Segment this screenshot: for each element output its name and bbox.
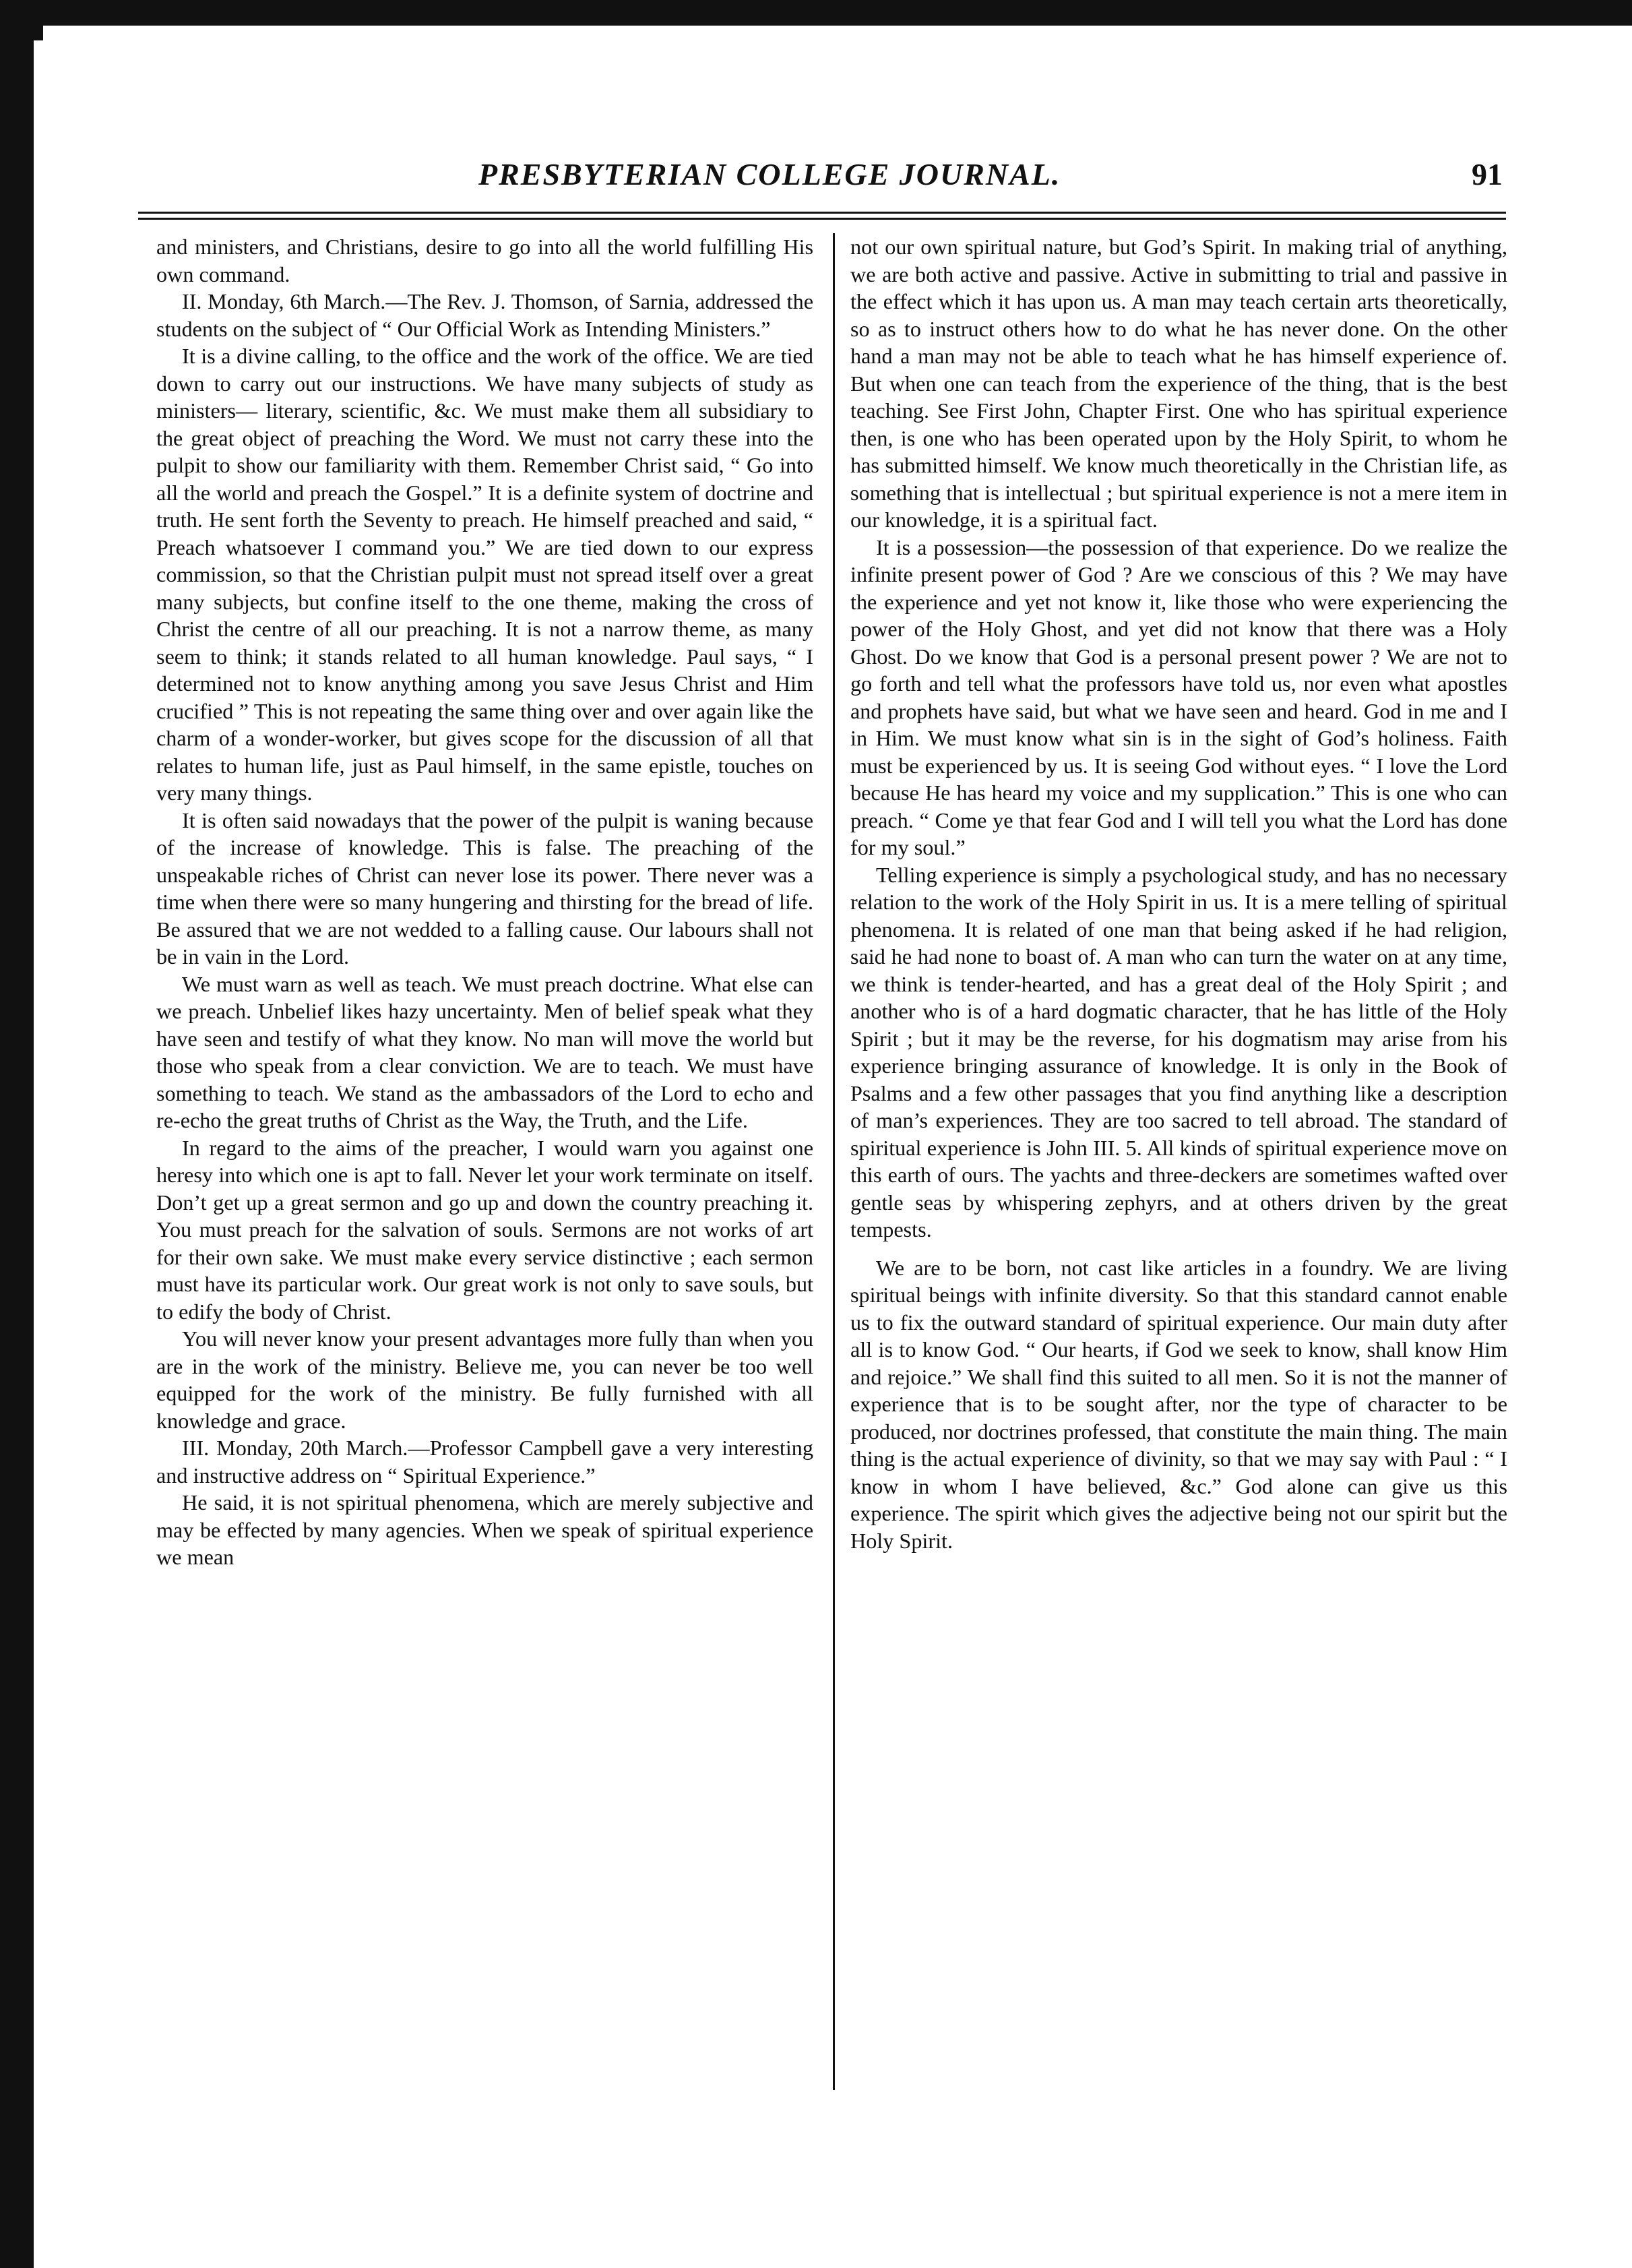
right-column xyxy=(850,233,1507,1554)
paragraph: It is a possession—the possession of that experience. Do we realize the infinite present power of God ? Are we conscious of this ? We may have the experience and yet not know it, like those who were experiencing the power of the Holy Ghost, and yet did not know that there was a Holy Ghost. Do we know that God is a personal present power ? We are not to go forth and tell what the professors have told us, nor even what apostles and prophets have said, but what we have seen and heard. God in me and I in Him. We must know what sin is in the sight of God’s holiness. Faith must be experienced by us. It is seeing God without eyes. “ I love the Lord because He has heard my voice and my supplication.” This is one who can preach. “ Come ye that fear God and I will tell you what the Lord has done for my soul.” xyxy=(850,534,1507,859)
paragraph: It is often said nowadays that the power of the pulpit is waning because of the increase of knowledge. This is false. The preaching of the unspeakable riches of Christ can never lose its power. There never was a time when there were so many hungering and thirsting for the bread of life. Be assured that we are not wedded to a falling cause. Our labours shall not be in vain in the Lord. xyxy=(156,807,813,969)
column-divider xyxy=(833,233,835,2090)
running-head xyxy=(128,156,1503,204)
paragraph: It is a divine calling, to the office and the work of the office. We are tied down to carry out our instructions. We have many subjects of study as ministers— literary, scientific, &c. We must make them all subsidiary to the great object of preaching the Word. We must not carry these into the pulpit to show our familiarity with them. Remember Christ said, “ Go into all the world and preach the Gospel.” It is a definite system of doctrine and truth. He sent forth the Seventy to preach. He himself preached and said, “ Preach whatsoever I command you.” We are tied down to our express commission, so that the Christian pulpit must not spread itself over a great many subjects, but confine itself to the one theme, making the cross of Christ the centre of all our preaching. It is not a narrow theme, as many seem to think; it stands related to all human knowledge. Paul says, “ I determined not to know anything among you save Jesus Christ and Him crucified ” This is not repeating the same thing over and over again like the charm of a wonder-worker, but gives scope for the discussion of all that relates to human life, just as Paul himself, in the same epistle, touches on very many things. xyxy=(156,344,813,805)
paragraph: We are to be born, not cast like articles in a foundry. We are living spiritual beings with infinite diversity. So that this standard cannot enable us to fix the outward standard of spiritual experience. Our main duty after all is to know God. “ Our hearts, if God we seek to know, shall know Him and rejoice.” We shall find this suited to all men. So it is not the manner of experience that is to be sought after, nor the type of character to be produced, nor doctrines professed, that constitute the main thing. The main thing is the actual experience of divinity, so that we may say with Paul : “ I know in whom I have believed, &c.” God alone can give us this experience. The spirit which gives the adjective being not our spirit but the Holy Spirit. xyxy=(850,1255,1507,1553)
paragraph: Telling experience is simply a psychological study, and has no necessary relation to the work of the Holy Spirit in us. It is a mere telling of spiritual phenomena. It is related of one man that being asked if he had religion, said he had none to boast of. A man who can turn the water on at any time, we think is tender-hearted, and has a great deal of the Holy Spirit ; and another who is of a hard dogmatic character, that he has little of the Holy Spirit ; but it may be the reverse, for his dogmatism may arise from his experience bringing assurance of knowledge. It is only in the Book of Psalms and a few other passages that you find anything like a description of man’s experiences. They are too sacred to tell abroad. The standard of spiritual experience is John III. 5. All kinds of spiritual experience move on this earth of ours. The yachts and three-deckers are sometimes wafted over gentle seas by whispering zephyrs, and at others driven by the great tempests. xyxy=(850,862,1507,1242)
paragraph: III. Monday, 20th March.—Professor Campbell gave a very interesting and instructive address on “ Spiritual Experience.” xyxy=(156,1436,813,1488)
header-double-rule xyxy=(138,212,1506,220)
paragraph: We must warn as well as teach. We must preach doctrine. What else can we preach. Unbelief likes hazy uncertainty. Men of belief speak what they have seen and testify of what they know. No man will move the world but those who speak from a clear conviction. We are to teach. We must have something to teach. We stand as the ambassadors of the Lord to echo and re-echo the great truths of Christ as the Way, the Truth, and the Life. xyxy=(156,971,813,1132)
paragraph: II. Monday, 6th March.—The Rev. J. Thomson, of Sarnia, addressed the students on the subject of “ Our Official Work as Intending Ministers.” xyxy=(156,289,813,341)
scan-left-gap xyxy=(34,40,49,2268)
scan-top-border xyxy=(0,0,1632,26)
paragraph: not our own spiritual nature, but God’s Spirit. In making trial of anything, we are both active and passive. Active in submitting to trial and passive in the effect which it has upon us. A man may teach certain arts theoretically, so as to instruct others how to do what he has never done. On the other hand a man may not be able to teach what he has himself experience of. But when one can teach from the experience of the thing, that is the best teaching. See First John, Chapter First. One who has spiritual experience then, is one who has been operated upon by the Holy Spirit, to whom he has submitted himself. We know much theoretically in the Christian life, as something that is intellectual ; but spiritual experience is not a mere item in our knowledge, it is a spiritual fact. xyxy=(850,235,1507,532)
paragraph: In regard to the aims of the preacher, I would warn you against one heresy into which one is apt to fall. Never let your work terminate on itself. Don’t get up a great sermon and go up and down the country preaching it. You must preach for the salvation of souls. Sermons are not works of art for their own sake. We must make every service distinctive ; each sermon must have its particular work. Our great work is not only to save souls, but to edify the body of Christ. xyxy=(156,1135,813,1324)
page-number: 91 xyxy=(1472,157,1503,191)
paragraph: He said, it is not spiritual phenomena, which are merely subjective and may be effected by many agencies. When we speak of spiritual experience we mean xyxy=(156,1490,813,1569)
left-column xyxy=(156,233,813,1571)
paragraph: and ministers, and Christians, desire to go into all the world fulfilling His own command. xyxy=(156,235,813,286)
paragraph: You will never know your present advantages more fully than when you are in the work of the ministry. Believe me, you can never be too well equipped for the work of the ministry. Be fully furnished with all knowledge and grace. xyxy=(156,1326,813,1433)
journal-title: PRESBYTERIAN COLLEGE JOURNAL. xyxy=(478,157,1061,191)
